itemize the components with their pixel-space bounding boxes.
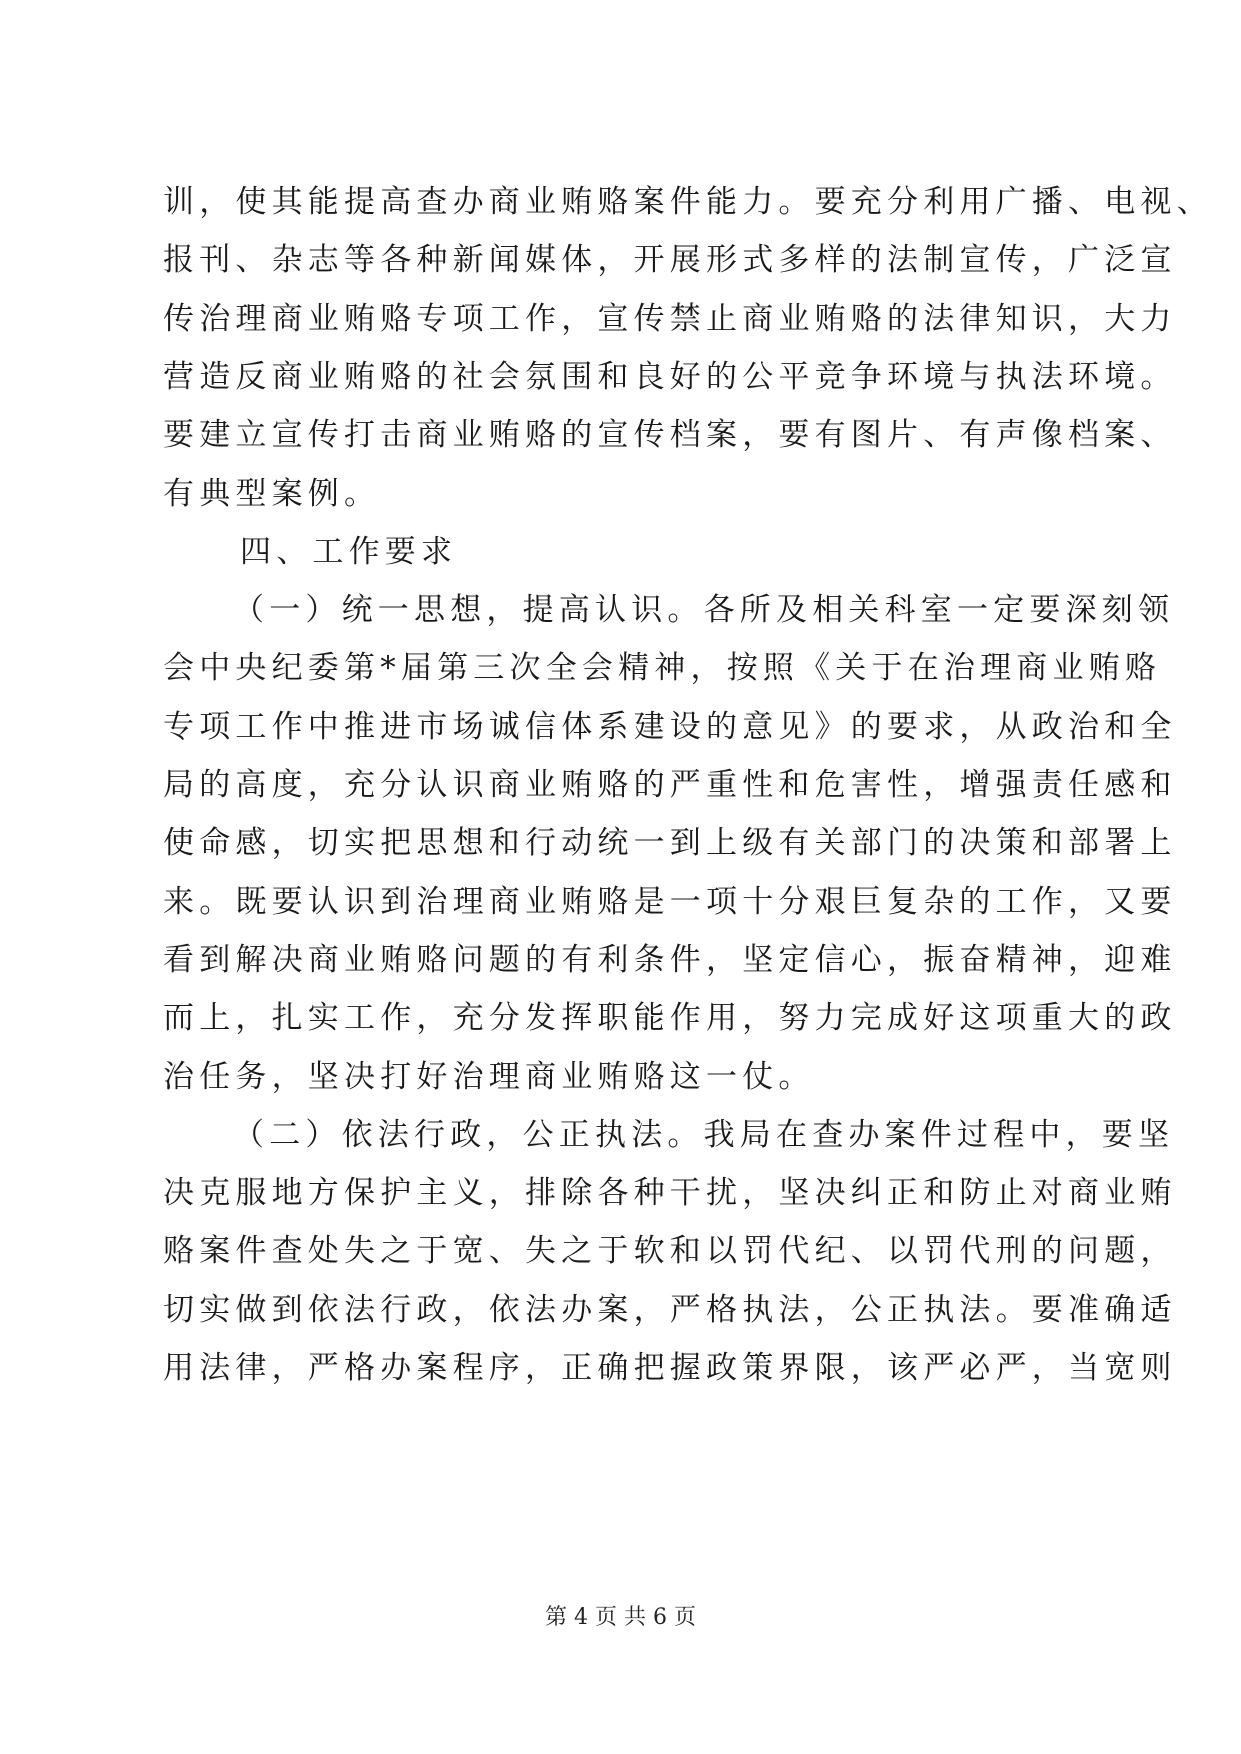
text-line: 看到解决商业贿赂问题的有利条件，坚定信心，振奋精神，迎难 — [163, 942, 1177, 978]
text-line: 局的高度，充分认识商业贿赂的严重性和危害性，增强责任感和 — [163, 767, 1177, 803]
text-line: 赂案件查处失之于宽、失之于软和以罚代纪、以罚代刑的问题， — [163, 1233, 1177, 1269]
subsection-first-line: （二）依法行政，公正执法。我局在查办案件过程中，要坚 — [233, 1117, 1175, 1153]
text-line: 传治理商业贿赂专项工作，宣传禁止商业贿赂的法律知识，大力 — [163, 301, 1177, 337]
text-line: 切实做到依法行政，依法办案，严格执法，公正执法。要准确适 — [163, 1292, 1177, 1328]
text-line: 专项工作中推进市场诚信体系建设的意见》的要求，从政治和全 — [163, 709, 1177, 745]
text-line: 决克服地方保护主义，排除各种干扰，坚决纠正和防止对商业贿 — [163, 1175, 1177, 1211]
text-line: 来。既要认识到治理商业贿赂是一项十分艰巨复杂的工作，又要 — [163, 884, 1177, 920]
text-line: 训，使其能提高查办商业贿赂案件能力。要充分利用广播、电视、 — [163, 184, 1213, 220]
text-line: 使命感，切实把思想和行动统一到上级有关部门的决策和部署上 — [163, 825, 1177, 861]
text-line: 会中央纪委第*届第三次全会精神，按照《关于在治理商业贿赂 — [163, 650, 1162, 686]
section-heading: 四、工作要求 — [240, 534, 458, 570]
text-line: 有典型案例。 — [163, 476, 381, 512]
text-line: 报刊、杂志等各种新闻媒体，开展形式多样的法制宣传，广泛宣 — [163, 242, 1177, 278]
text-line: 而上，扎实工作，充分发挥职能作用，努力完成好这项重大的政 — [163, 1000, 1177, 1036]
text-line: 用法律，严格办案程序，正确把握政策界限，该严必严，当宽则 — [163, 1350, 1177, 1386]
page-footer: 第 4 页 共 6 页 — [545, 1605, 696, 1630]
text-line: 营造反商业贿赂的社会氛围和良好的公平竞争环境与执法环境。 — [163, 359, 1177, 395]
text-line: 要建立宣传打击商业贿赂的宣传档案，要有图片、有声像档案、 — [163, 417, 1177, 453]
text-line: 治任务，坚决打好治理商业贿赂这一仗。 — [163, 1059, 815, 1095]
subsection-first-line: （一）统一思想，提高认识。各所及相关科室一定要深刻领 — [233, 592, 1175, 628]
